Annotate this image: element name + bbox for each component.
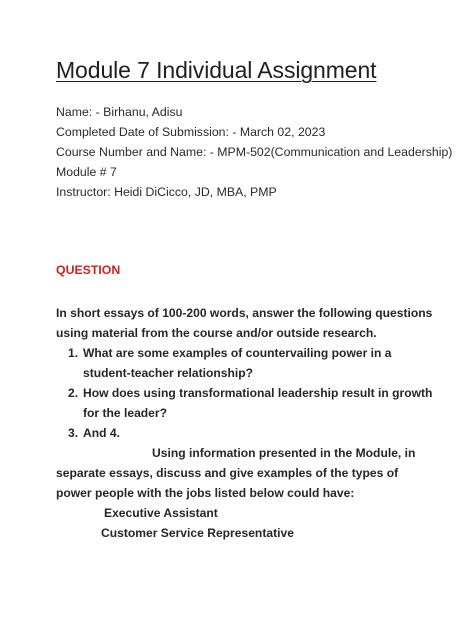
submission-date: Completed Date of Submission: - March 02, 2023: [56, 125, 326, 139]
course-info: Course Number and Name: - MPM-502(Communication and Leadership): [56, 145, 453, 159]
submission-details: [56, 102, 452, 202]
module-number: Module # 7: [56, 165, 117, 179]
student-name: Name: - Birhanu, Adisu: [56, 105, 183, 119]
document-title: Module 7 Individual Assignment: [56, 57, 377, 83]
list-item-text: What are some examples of countervailing power in a student-teacher relationship?: [83, 346, 392, 380]
job-title: Executive Assistant: [104, 506, 218, 520]
list-item: [56, 423, 436, 443]
list-item-number: 1.: [68, 346, 79, 360]
question-list: [56, 343, 436, 443]
list-item-text: How does using transformational leadership result in growth for the leader?: [83, 386, 433, 420]
list-item: [56, 383, 436, 423]
followup-paragraph: Using information presented in the Module, in separate essays, discuss and give examples of the types of power people with the jobs listed below could have:: [56, 446, 416, 500]
list-item-number: 2.: [68, 386, 79, 400]
question-heading: QUESTION: [56, 263, 121, 277]
job-title: Customer Service Representative: [101, 526, 294, 540]
intro-paragraph: In short essays of 100-200 words, answer the following questions using material from the course and/or outside research.: [56, 306, 433, 340]
list-item-text: And 4.: [83, 426, 120, 440]
question-body: [56, 303, 436, 543]
list-item: [56, 343, 436, 383]
list-item-number: 3.: [68, 426, 79, 440]
instructor-info: Instructor: Heidi DiCicco, JD, MBA, PMP: [56, 185, 277, 199]
